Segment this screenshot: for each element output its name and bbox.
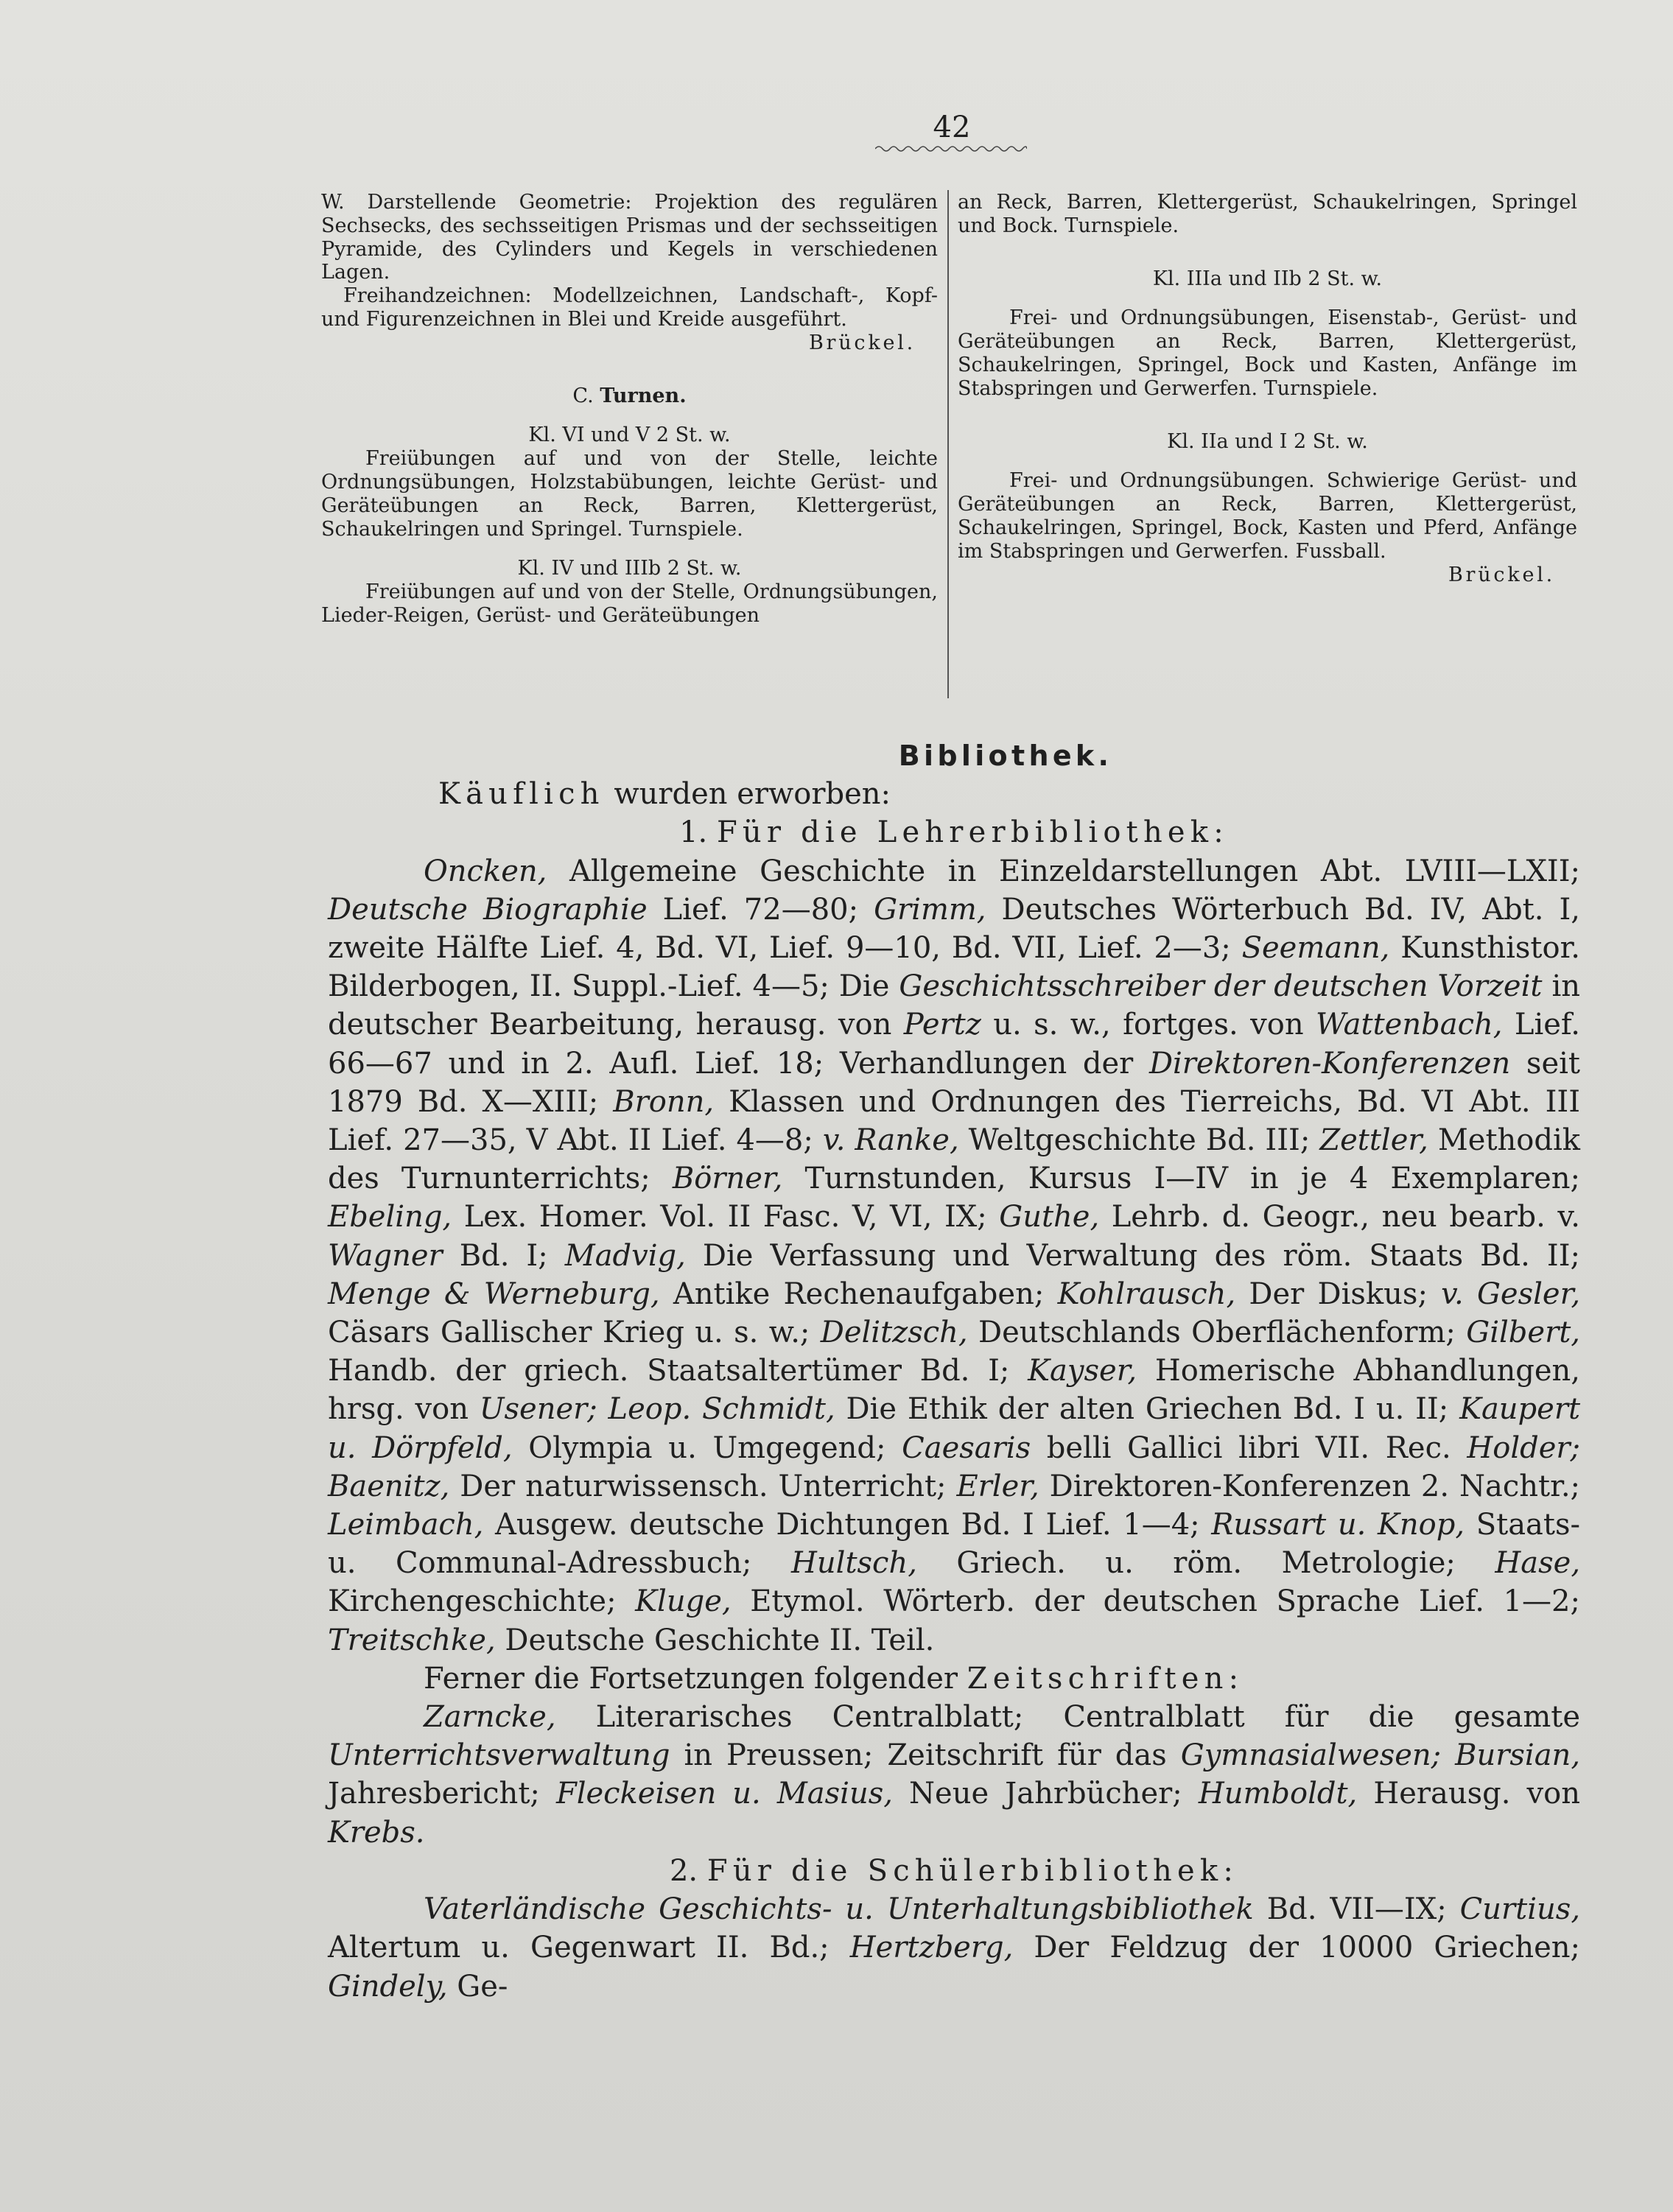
entry-text: Cäsars Gallischer Krieg u. s. w.; xyxy=(328,1316,810,1350)
entry-text: Der naturwissensch. Unterricht; xyxy=(460,1469,947,1503)
author: Leimbach, xyxy=(328,1508,484,1542)
right-column xyxy=(958,191,1577,586)
author: Menge & Werneburg, xyxy=(328,1277,660,1311)
entry-text: Griech. u. röm. Metrologie; xyxy=(956,1546,1456,1581)
author: Bronn, xyxy=(613,1084,715,1119)
entry-text: Deutsche Geschichte II. Teil. xyxy=(505,1623,935,1657)
author: Delitzsch, xyxy=(820,1316,968,1350)
class-vi-v-heading: Kl. VI und V 2 St. w. xyxy=(528,424,731,447)
entry-text: Etymol. Wörterb. der deutschen Sprache Lief. 1—2; xyxy=(750,1584,1580,1619)
student-lib-heading: Für die Schülerbibliothek: xyxy=(706,1853,1239,1888)
author: Hertzberg, xyxy=(849,1931,1014,1965)
author: Grimm, xyxy=(874,892,986,927)
turnen-heading: Turnen. xyxy=(600,384,687,407)
entry-text: Altertum u. Gegenwart II. Bd.; xyxy=(328,1931,830,1965)
entry-text: Die Ethik der alten Griechen Bd. I u. II; xyxy=(846,1392,1449,1427)
author: Pertz xyxy=(903,1008,981,1042)
entry-text: Allgemeine Geschichte in Einzeldarstellungen Abt. LVIII—LXII; xyxy=(569,854,1580,888)
author: Kaupert u. Dörpfeld, xyxy=(328,1392,1581,1465)
entry-text: Ausgew. deutsche Dichtungen Bd. I Lief. 1—4; xyxy=(494,1508,1200,1542)
entry-text: Ge- xyxy=(457,1969,508,2004)
author: Madvig, xyxy=(564,1238,686,1273)
journals-paragraph xyxy=(328,1698,1580,1852)
entry-text: Olympia u. Umgegend; xyxy=(528,1430,886,1465)
author: Wagner xyxy=(328,1238,443,1273)
entry-text: Deutsches Wörterbuch Bd. IV, Abt. I, zweite Hälfte Lief. 4, Bd. VI, Lief. 9—10, Bd. VII, Lief. 2—3; xyxy=(328,892,1580,966)
author: Treitschke, xyxy=(328,1623,496,1657)
right-teacher: Brückel. xyxy=(1448,563,1555,586)
journals-word: Zeitschriften: xyxy=(967,1661,1244,1696)
entry-text: Antike Rechenaufgaben; xyxy=(673,1277,1045,1311)
entry-text: Turnstunden, Kursus I—IV in je 4 Exemplaren; xyxy=(804,1162,1581,1196)
class-iiia-iib-heading: Kl. IIIa und IIb 2 St. w. xyxy=(1152,267,1383,290)
entry-text: Herausg. von xyxy=(1373,1777,1580,1811)
acquired-rest: wurden erworben: xyxy=(614,777,891,812)
page-number: 42 xyxy=(933,110,971,144)
entry-text: Bd. VII—IX; xyxy=(1266,1892,1447,1927)
entry-text: Lief. 66—67 und in 2. Aufl. Lief. 18; Verhandlungen der xyxy=(328,1008,1580,1081)
author: Usener; Leop. Schmidt, xyxy=(479,1392,835,1427)
entry-text: Klassen und Ordnungen des Tierreichs, Bd. VI Abt. III Lief. 27—35, V Abt. II Lief. 4—8; xyxy=(328,1084,1581,1158)
author: Zarncke, xyxy=(424,1700,556,1735)
bibliothek-section xyxy=(328,737,1580,2006)
author: Kluge, xyxy=(635,1584,732,1619)
turnen-heading-line xyxy=(321,385,938,408)
title: Geschichtsschreiber der deutschen Vorzeit xyxy=(899,969,1543,1004)
left-column xyxy=(321,191,938,628)
entry-text: in Preussen; Zeitschrift für das xyxy=(684,1738,1167,1773)
title: Direktoren-Konferenzen xyxy=(1148,1046,1511,1081)
author: v. Ranke, xyxy=(822,1123,959,1158)
entry-text: in deutscher Bearbeitung, herausg. von xyxy=(328,969,1580,1042)
turnen-prefix: C. xyxy=(572,384,594,407)
entry-text: Der Feldzug der 10000 Griechen; xyxy=(1034,1931,1581,1965)
title: Caesaris xyxy=(902,1430,1031,1465)
author: Wattenbach, xyxy=(1316,1008,1503,1042)
bibliothek-title: Bibliothek. xyxy=(898,740,1113,772)
journals-intro-line xyxy=(328,1660,1580,1698)
class-iiia-iib-text: Frei- und Ordnungsübungen, Eisenstab-, Gerüst- und Geräteübungen an Reck, Barren, Klettergerüst, Schaukelringen, Springel, Bock und Kasten, Anfänge im Stabspringen und Gerwerfen. Turnspiele. xyxy=(958,306,1577,400)
freehand-paragraph xyxy=(321,284,938,331)
class-iia-i-text: Frei- und Ordnungsübungen. Schwierige Gerüst- und Geräteübungen an Reck, Barren, Klettergerüst, Schaukelringen, Springel, Bock, Kasten und Pferd, Anfänge im Stabspringen und Gerwerfen. Fussball. xyxy=(958,469,1577,563)
title: Vaterländische Geschichts- u. Unterhaltungsbibliothek xyxy=(424,1892,1254,1927)
entry-text: u. s. w., fortges. von xyxy=(993,1008,1304,1042)
class-iv-iiib-heading: Kl. IV und IIIb 2 St. w. xyxy=(517,557,742,580)
author: Gilbert, xyxy=(1466,1316,1580,1350)
title: Unterrichtsverwaltung xyxy=(328,1738,670,1773)
entry-text: Direktoren-Konferenzen 2. Nachtr.; xyxy=(1049,1469,1581,1503)
entry-text: seit 1879 Bd. X—XIII; xyxy=(328,1046,1580,1119)
author: v. Gesler, xyxy=(1441,1277,1581,1311)
acquired-word: Käuflich xyxy=(438,777,605,812)
author: Börner, xyxy=(672,1162,783,1196)
author: Gindely, xyxy=(328,1969,448,2004)
freehand-text: Modellzeichnen, Landschaft-, Kopf- und Figurenzeichnen in Blei und Kreide ausgeführt. xyxy=(321,284,938,331)
author: Erler, xyxy=(956,1469,1039,1503)
student-lib-paragraph xyxy=(328,1890,1580,2006)
column-divider xyxy=(947,190,949,698)
author: Kohlrausch, xyxy=(1057,1277,1236,1311)
entry-text: Neue Jahrbücher; xyxy=(909,1777,1182,1811)
teacher-lib-heading-line xyxy=(328,813,1580,852)
teacher-lib-heading: Für die Lehrerbibliothek: xyxy=(716,815,1229,850)
author: Hultsch, xyxy=(791,1546,917,1581)
title: Gymnasialwesen; xyxy=(1180,1738,1442,1773)
entry-text: Lex. Homer. Vol. II Fasc. V, VI, IX; xyxy=(463,1200,987,1235)
entry-text: Deutschlands Oberflächenform; xyxy=(978,1316,1456,1350)
entry-text: Die Verfassung und Verwaltung des röm. Staats Bd. II; xyxy=(702,1238,1580,1273)
teacher-lib-number: 1. xyxy=(679,815,708,850)
entry-text: Jahresbericht; xyxy=(328,1777,540,1811)
author: Bursian, xyxy=(1455,1738,1581,1773)
author: Fleckeisen u. Masius, xyxy=(555,1777,893,1811)
author: Curtius, xyxy=(1459,1892,1581,1927)
entry-text: Weltgeschichte Bd. III; xyxy=(968,1123,1311,1158)
class-iv-iiib-text: Freiübungen auf und von der Stelle, Ordnungsübungen, Lieder-Reigen, Gerüst- und Geräteübungen xyxy=(321,580,938,627)
title: Deutsche Biographie xyxy=(328,892,648,927)
author: Russart u. Knop, xyxy=(1211,1508,1465,1542)
right-continued-text: an Reck, Barren, Klettergerüst, Schaukelringen, Springel und Bock. Turnspiele. xyxy=(958,191,1577,237)
geometry-label: W. Darstellende Geometrie: xyxy=(321,191,632,214)
geometry-text: Projektion des regulären Sechsecks, des sechsseitigen Prismas und der sechsseitigen Pyramide, des Cylinders und Kegels in verschiedenen Lagen. xyxy=(321,191,938,284)
journals-intro: Ferner die Fortsetzungen folgender xyxy=(424,1661,958,1696)
freehand-label: Freihandzeichnen: xyxy=(343,284,532,308)
entry-text: Bd. I; xyxy=(459,1238,548,1273)
teacher-lib-paragraph xyxy=(328,852,1580,1660)
author: Seemann, xyxy=(1241,931,1390,966)
acquired-line xyxy=(328,775,1580,813)
author: Ebeling, xyxy=(328,1200,452,1235)
entry-text: Homerische Abhandlungen, hrsg. von xyxy=(328,1354,1581,1427)
entry-text: Literarisches Centralblatt; Centralblatt für die gesamte xyxy=(595,1700,1580,1735)
entry-text: Kunsthistor. Bilderbogen, II. Suppl.-Lief. 4—5; Die xyxy=(328,931,1581,1004)
geometry-paragraph xyxy=(321,191,938,284)
entry-text: Kirchengeschichte; xyxy=(328,1584,617,1619)
class-iia-i-heading: Kl. IIa und I 2 St. w. xyxy=(1167,429,1368,453)
entry-text: Lehrb. d. Geogr., neu bearb. v. xyxy=(1111,1200,1580,1235)
student-lib-heading-line xyxy=(328,1852,1580,1890)
class-vi-v-text: Freiübungen auf und von der Stelle, leichte Ordnungsübungen, Holzstabübungen, leichte Gerüst- und Geräteübungen an Reck, Barren, Klettergerüst, Schaukelringen und Springel. Turnspiele. xyxy=(321,447,938,541)
author: Holder; Baenitz, xyxy=(328,1430,1580,1503)
author: Oncken, xyxy=(424,854,547,888)
entry-text: belli Gallici libri VII. Rec. xyxy=(1046,1430,1451,1465)
author: Kayser, xyxy=(1028,1354,1137,1388)
entry-text: Lief. 72—80; xyxy=(662,892,859,927)
author: Guthe, xyxy=(999,1200,1100,1235)
freehand-teacher: Brückel. xyxy=(808,331,916,354)
author: Humboldt, xyxy=(1198,1777,1358,1811)
author: Hase, xyxy=(1495,1546,1581,1581)
entry-text: Der Diskus; xyxy=(1249,1277,1428,1311)
entry-text: Methodik des Turnunterrichts; xyxy=(328,1123,1581,1196)
entry-text: Handb. der griech. Staatsaltertümer Bd. I; xyxy=(328,1354,1010,1388)
entry-text: Staats- u. Communal-Adressbuch; xyxy=(328,1508,1581,1581)
student-lib-number: 2. xyxy=(669,1853,698,1888)
author: Zettler, xyxy=(1319,1123,1428,1158)
author: Krebs. xyxy=(328,1815,425,1850)
page-number-ornament xyxy=(875,144,1027,153)
